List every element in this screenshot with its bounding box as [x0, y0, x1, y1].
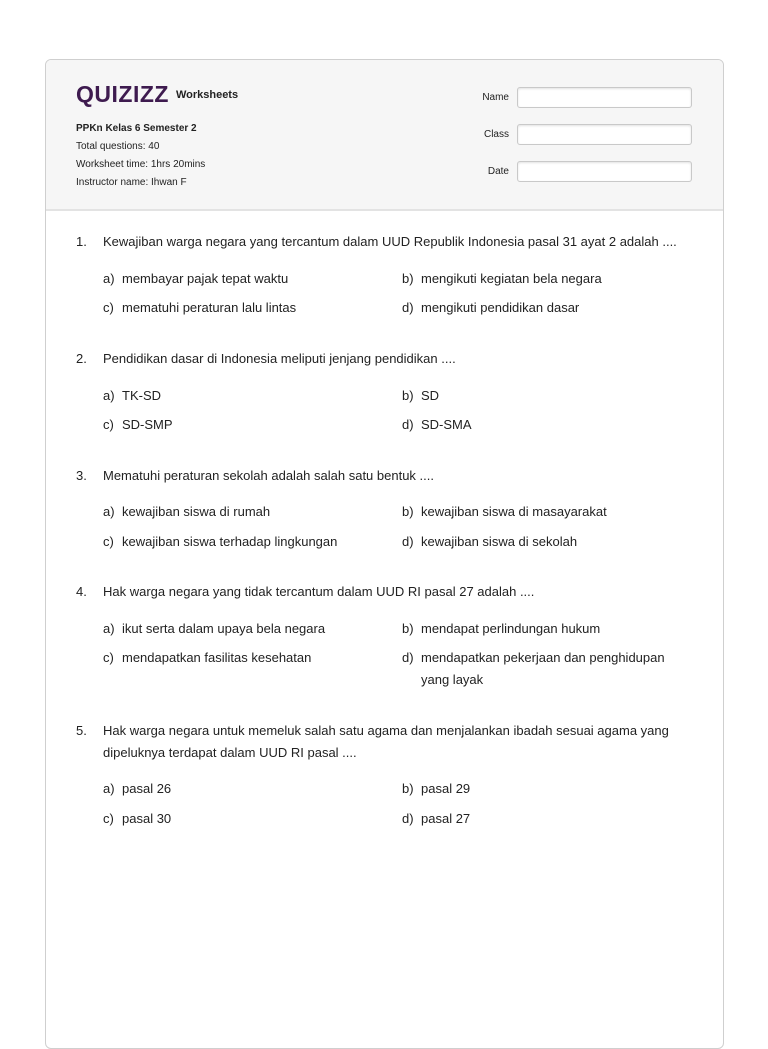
option-text: kewajiban siswa di sekolah [421, 534, 578, 549]
question-number: 4. [76, 584, 87, 599]
worksheet-meta [76, 120, 205, 192]
question-text: Pendidikan dasar di Indonesia meliputi jenjang pendidikan .... [103, 351, 456, 366]
name-field[interactable] [517, 87, 692, 108]
option-text: mematuhi peraturan lalu lintas [122, 300, 297, 315]
option-letter: c) [103, 811, 114, 826]
option-text: mendapatkan pekerjaan dan penghidupan yang layak [421, 650, 665, 687]
name-label: Name [482, 92, 509, 103]
option-letter: c) [103, 650, 114, 665]
question-text: Mematuhi peraturan sekolah adalah salah satu bentuk .... [103, 468, 434, 483]
option-text: ikut serta dalam upaya bela negara [122, 621, 326, 636]
option-letter: a) [103, 271, 115, 286]
option-letter: b) [402, 388, 414, 403]
option-letter: d) [402, 534, 414, 549]
option-text: mengikuti pendidikan dasar [421, 300, 580, 315]
instructor-name: Instructor name: Ihwan F [76, 177, 187, 188]
total-questions: Total questions: 40 [76, 141, 160, 152]
option-letter: a) [103, 621, 115, 636]
question-text: Hak warga negara untuk memeluk salah satu agama dan menjalankan ibadah sesuai agama yang dipeluknya terdapat dalam UUD RI pasal .... [103, 723, 669, 760]
option-text: pasal 26 [122, 781, 172, 796]
option-text: pasal 29 [421, 781, 471, 796]
worksheet [45, 59, 724, 1049]
option-letter: d) [402, 650, 414, 665]
class-field[interactable] [517, 124, 692, 145]
date-field[interactable] [517, 161, 692, 182]
option-letter: d) [402, 811, 414, 826]
option-text: kewajiban siswa di rumah [122, 504, 271, 519]
date-label: Date [487, 166, 509, 177]
option-letter: b) [402, 271, 414, 286]
option-letter: a) [103, 781, 115, 796]
option-letter: b) [402, 781, 414, 796]
worksheet-header [46, 60, 723, 211]
option-letter: b) [402, 621, 414, 636]
question-number: 3. [76, 468, 87, 483]
date-row [466, 161, 696, 183]
option-letter: a) [103, 504, 115, 519]
option-text: pasal 30 [122, 811, 172, 826]
name-row [466, 87, 696, 109]
option-letter: c) [103, 417, 114, 432]
option-text: membayar pajak tepat waktu [122, 271, 289, 286]
question-number: 5. [76, 723, 87, 738]
logo-product: Worksheets [175, 89, 239, 101]
option-letter: d) [402, 417, 414, 432]
class-label: Class [483, 129, 509, 140]
option-text: TK-SD [122, 388, 161, 403]
option-letter: a) [103, 388, 115, 403]
logo-wordmark: QUIZIZZ [76, 81, 169, 107]
option-text: mengikuti kegiatan bela negara [421, 271, 602, 286]
quizizz-logo [76, 81, 238, 108]
question-text: Kewajiban warga negara yang tercantum dalam UUD Republik Indonesia pasal 31 ayat 2 adalah .... [103, 234, 677, 249]
option-letter: c) [103, 300, 114, 315]
question-text: Hak warga negara yang tidak tercantum dalam UUD RI pasal 27 adalah .... [103, 584, 535, 599]
option-text: SD-SMA [421, 417, 472, 432]
worksheet-title: PPKn Kelas 6 Semester 2 [76, 123, 197, 134]
option-text: mendapatkan fasilitas kesehatan [122, 650, 312, 665]
option-letter: d) [402, 300, 414, 315]
worksheet-time: Worksheet time: 1hrs 20mins [76, 159, 206, 170]
option-text: mendapat perlindungan hukum [421, 621, 601, 636]
option-letter: c) [103, 534, 114, 549]
option-letter: b) [402, 504, 414, 519]
option-text: SD [421, 388, 440, 403]
class-row [466, 124, 696, 146]
option-text: pasal 27 [421, 811, 471, 826]
question-number: 2. [76, 351, 87, 366]
option-text: SD-SMP [122, 417, 173, 432]
question-number: 1. [76, 234, 87, 249]
option-text: kewajiban siswa di masayarakat [421, 504, 607, 519]
option-text: kewajiban siswa terhadap lingkungan [122, 534, 338, 549]
